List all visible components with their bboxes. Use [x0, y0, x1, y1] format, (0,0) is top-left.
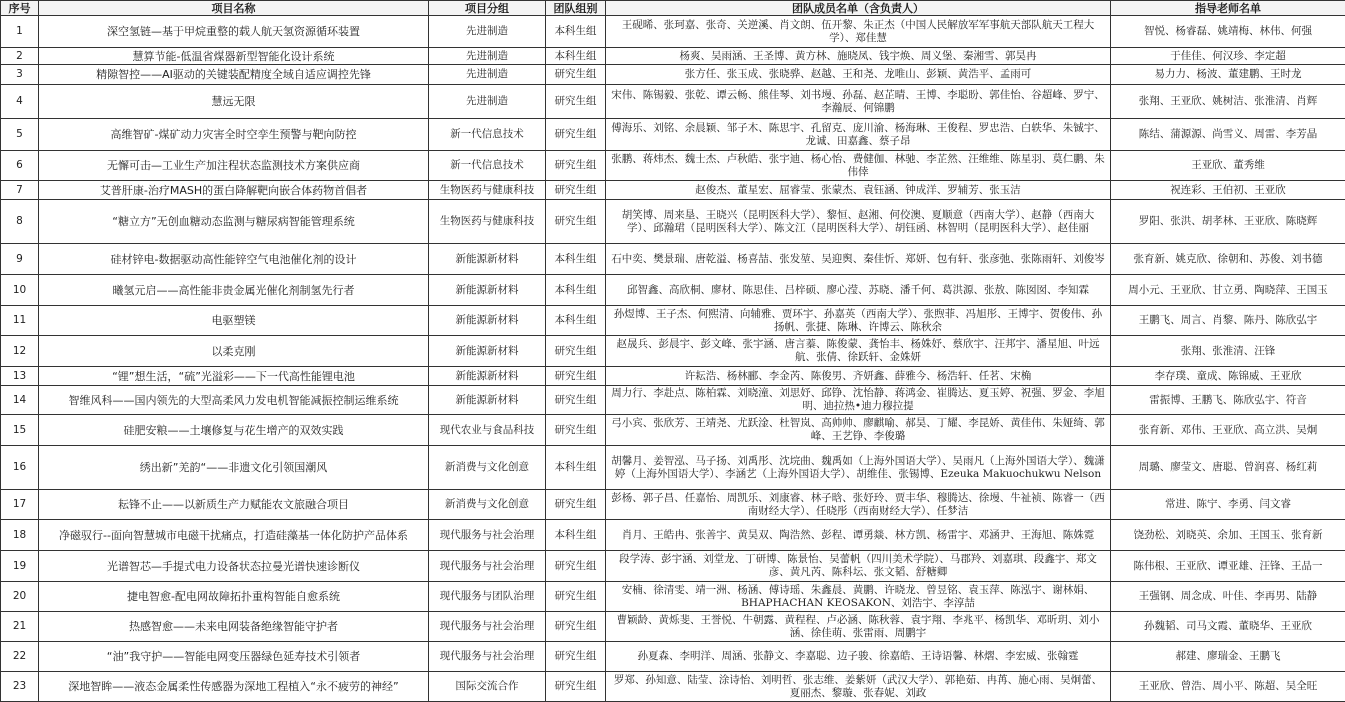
team-members: 段学涛、彭宇涵、刘堂龙、丁研博、陈景怡、吴蕾帆（四川美术学院）、马郡羚、刘嘉琪、段鑫宇、郑文彦、黄凡芮、陈科坛、张文韬、舒糖卿 [606, 551, 1111, 582]
team-members: 赵晟兵、彭晨宇、彭文峰、张宇涵、唐言蓁、陈俊蒙、龚怡丰、杨姝妤、蔡欣宇、汪邦宇、潘星旭、叶远航、张倩、徐跃轩、金姝妍 [606, 336, 1111, 367]
project-name: 艾普肝康-治疗MASH的蛋白降解靶向嵌合体药物首倡者 [39, 181, 429, 200]
header-team-category: 团队组别 [546, 1, 606, 16]
project-group: 先进制造 [429, 85, 546, 119]
table-row [1, 672, 1345, 702]
team-members: 孙煜博、王子杰、何熙清、向辅雅、贾环宇、孙嘉英（西南大学）、张煦菲、冯旭彤、王博宇、贺俊伟、孙扬帆、张捷、陈琳、许博云、陈秋余 [606, 306, 1111, 336]
row-number: 8 [1, 200, 39, 244]
team-category: 研究生组 [546, 181, 606, 200]
table-row [1, 85, 1345, 119]
team-category: 研究生组 [546, 386, 606, 415]
table-row [1, 16, 1345, 48]
team-members: 石中奕、樊景瑞、唐乾溢、杨喜喆、张发堃、吴迎舆、秦佳忻、郑妍、包有轩、张彦弛、张陈雨轩、刘俊岑 [606, 244, 1111, 275]
project-group: 现代服务与社会治理 [429, 612, 546, 642]
team-members: 傅海乐、刘铭、余晨颖、邹子木、陈思宇、孔留克、庞川渝、杨海琳、王俊程、罗忠浩、白轶华、朱铖宇、龙诚、田嘉鑫、蔡子昂 [606, 119, 1111, 151]
project-name: 深空氢链—基于甲烷重整的载人航天氢资源循环装置 [39, 16, 429, 48]
project-group: 新消费与文化创意 [429, 490, 546, 520]
team-members: 王砚晞、张珂嘉、张奇、关逆溪、肖文朗、伍开黎、朱正杰（中国人民解放军军事航天部队航天工程大学）、郑佳慧 [606, 16, 1111, 48]
project-group: 新能源新材料 [429, 275, 546, 306]
teachers: 陈结、蒲源源、尚雪义、周雷、李芳晶 [1111, 119, 1345, 151]
team-members: 张鹏、蒋炜杰、魏士杰、卢秋皓、张宇迪、杨心怡、费健伽、林驰、李芷然、汪维维、陈星羽、莫仁鹏、朱伟倖 [606, 151, 1111, 181]
team-category: 研究生组 [546, 367, 606, 386]
teachers: 王亚欣、董秀维 [1111, 151, 1345, 181]
row-number: 19 [1, 551, 39, 582]
header-teachers: 指导老师名单 [1111, 1, 1345, 16]
project-name: 电驱塑镁 [39, 306, 429, 336]
project-name: 曦氢元启——高性能非贵金属光催化剂制氢先行者 [39, 275, 429, 306]
project-group: 现代农业与食品科技 [429, 415, 546, 446]
teachers: 郝建、廖瑞金、王鹏飞 [1111, 642, 1345, 672]
project-group: 现代服务与社会治理 [429, 520, 546, 551]
teachers: 于佳佳、何汉珍、李定超 [1111, 48, 1345, 65]
project-name: 慧远无限 [39, 85, 429, 119]
project-group: 新一代信息技术 [429, 119, 546, 151]
row-number: 12 [1, 336, 39, 367]
project-name: 慧算节能-低温省煤器新型智能化设计系统 [39, 48, 429, 65]
project-group: 新能源新材料 [429, 367, 546, 386]
project-group: 现代服务与社会治理 [429, 642, 546, 672]
team-members: 罗郑、孙知意、陆莹、涂诗怡、刘明哲、张志维、姜紫妍（武汉大学）、郭艳茹、冉苒、施心雨、吴炯蕾、夏丽杰、黎璇、张春妮、刘政 [606, 672, 1111, 702]
row-number: 14 [1, 386, 39, 415]
row-number: 21 [1, 612, 39, 642]
team-members: 肖月、王皓冉、张善宇、黄昊双、陶浩然、彭程、谭勇燚、林方凯、杨雷宇、邓涵尹、王海旭、陈姝霓 [606, 520, 1111, 551]
teachers: 王亚欣、曾浩、周小平、陈超、吴全旺 [1111, 672, 1345, 702]
row-number: 1 [1, 16, 39, 48]
table-row [1, 446, 1345, 490]
teachers: 孙魏韬、司马文霞、董晓华、王亚欣 [1111, 612, 1345, 642]
project-name: 无懈可击—工业生产加注程状态监测技术方案供应商 [39, 151, 429, 181]
team-members: 周力行、李赴点、陈柏霖、刘晓潼、刘思妤、邱铮、沈怡静、蒋鸿金、崔腾达、夏玉婷、祝强、罗金、李旭明、迪拉热•迪力穆拉提 [606, 386, 1111, 415]
teachers: 罗阳、张洪、胡孝林、王亚欣、陈晓辉 [1111, 200, 1345, 244]
team-category: 研究生组 [546, 490, 606, 520]
team-category: 研究生组 [546, 642, 606, 672]
project-group: 先进制造 [429, 48, 546, 65]
teachers: 张翔、张淮清、汪锋 [1111, 336, 1345, 367]
project-name: 净磁驭行--面向智慧城市电磁干扰痛点，打造硅藻基一体化防护产品体系 [39, 520, 429, 551]
team-members: 赵俊杰、董星宏、屈睿莹、张蒙杰、袁钰涵、钟成洋、罗辅芳、张玉洁 [606, 181, 1111, 200]
table-row [1, 386, 1345, 415]
teachers: 周璐、廖莹文、唐聪、曾润喜、杨红莉 [1111, 446, 1345, 490]
project-name: “油”我守护——智能电网变压器绿色延寿技术引领者 [39, 642, 429, 672]
row-number: 4 [1, 85, 39, 119]
project-group: 新一代信息技术 [429, 151, 546, 181]
row-number: 16 [1, 446, 39, 490]
row-number: 13 [1, 367, 39, 386]
project-name: 深地智眸——液态金属柔性传感器为深地工程植入“永不疲劳的神经” [39, 672, 429, 702]
table-row [1, 151, 1345, 181]
project-name: “锂”想生活，“硫”光溢彩——下一代高性能锂电池 [39, 367, 429, 386]
header-no: 序号 [1, 1, 39, 16]
team-members: 弓小宾、张欣芳、王靖尧、尤跃淦、杜智岚、高帅帅、廖麒喻、郝昊、丁耀、李昆娇、黄佳伟、朱娅绮、郭峰、王艺铮、李俊璐 [606, 415, 1111, 446]
row-number: 6 [1, 151, 39, 181]
table-row [1, 612, 1345, 642]
team-members: 邱智鑫、高欣桐、廖材、陈思佳、吕梓硕、廖心滢、苏晓、潘千何、葛洪源、张敖、陈囡囡、李知霖 [606, 275, 1111, 306]
team-members: 彭杨、郭子昌、任嘉怡、周凯乐、刘康睿、林子晗、张妤玲、贾丰华、穆腾达、徐墁、牛祉祯、陈睿一（西南财经大学）、任晓彤（西南财经大学）、任梦洁 [606, 490, 1111, 520]
project-group: 现代服务与团队治理 [429, 582, 546, 612]
team-category: 研究生组 [546, 151, 606, 181]
project-group: 生物医药与健康科技 [429, 181, 546, 200]
teachers: 雷振博、王鹏飞、陈欣弘宇、符音 [1111, 386, 1345, 415]
table-row [1, 520, 1345, 551]
row-number: 18 [1, 520, 39, 551]
table-row [1, 181, 1345, 200]
project-group: 国际交流合作 [429, 672, 546, 702]
project-name: “糖立方”无创血糖动态监测与糖尿病智能管理系统 [39, 200, 429, 244]
table-row [1, 48, 1345, 65]
teachers: 常进、陈宁、李勇、闫文睿 [1111, 490, 1345, 520]
row-number: 5 [1, 119, 39, 151]
row-number: 10 [1, 275, 39, 306]
team-members: 张方任、张玉成、张晓骅、赵越、王和尧、龙唯山、彭颖、黄浩平、孟雨可 [606, 65, 1111, 85]
project-name: 精隙智控——AI驱动的关键装配精度全域自适应调控先锋 [39, 65, 429, 85]
team-category: 研究生组 [546, 672, 606, 702]
project-name: 硅材锌电-数据驱动高性能锌空气电池催化剂的设计 [39, 244, 429, 275]
project-group: 先进制造 [429, 65, 546, 85]
table-row [1, 200, 1345, 244]
project-group: 新能源新材料 [429, 306, 546, 336]
team-members: 孙夏森、李明洋、周涵、张静文、李嘉聪、边子骏、徐嘉皓、王诗语馨、林熠、李宏威、张翰霆 [606, 642, 1111, 672]
table-row [1, 582, 1345, 612]
team-members: 曹颖龄、黄烁斐、王誉悦、牛朝露、黄程程、卢必涵、陈秋蓉、袁宇翔、李兆平、杨凯华、邓昕玥、刘小涵、徐佳萌、张雷雨、周鹏宇 [606, 612, 1111, 642]
row-number: 20 [1, 582, 39, 612]
table-row [1, 275, 1345, 306]
team-category: 本科生组 [546, 446, 606, 490]
project-group: 先进制造 [429, 16, 546, 48]
team-category: 本科生组 [546, 520, 606, 551]
team-category: 本科生组 [546, 244, 606, 275]
row-number: 2 [1, 48, 39, 65]
team-category: 研究生组 [546, 119, 606, 151]
table-row [1, 551, 1345, 582]
header-project-name: 项目名称 [39, 1, 429, 16]
teachers: 智悦、杨睿磊、姚靖梅、林伟、何强 [1111, 16, 1345, 48]
table-row [1, 65, 1345, 85]
row-number: 7 [1, 181, 39, 200]
project-group: 新能源新材料 [429, 336, 546, 367]
table-row [1, 642, 1345, 672]
project-group: 现代服务与社会治理 [429, 551, 546, 582]
team-category: 研究生组 [546, 85, 606, 119]
teachers: 周小元、王亚欣、甘立勇、陶晓萍、王国玉 [1111, 275, 1345, 306]
row-number: 15 [1, 415, 39, 446]
table-row [1, 415, 1345, 446]
row-number: 3 [1, 65, 39, 85]
row-number: 17 [1, 490, 39, 520]
team-members: 杨爽、吴雨涵、王圣博、黄方林、施晓凤、钱宇焕、周义堡、秦湘雪、郭昊冉 [606, 48, 1111, 65]
project-group: 新能源新材料 [429, 244, 546, 275]
header-row [1, 1, 1345, 16]
table-row [1, 336, 1345, 367]
team-category: 本科生组 [546, 306, 606, 336]
row-number: 11 [1, 306, 39, 336]
project-name: 硅肥安粮——土壤修复与花生增产的双效实践 [39, 415, 429, 446]
teachers: 李存璞、童成、陈锦威、王亚欣 [1111, 367, 1345, 386]
team-category: 本科生组 [546, 48, 606, 65]
table-row [1, 367, 1345, 386]
team-category: 研究生组 [546, 200, 606, 244]
table-row [1, 306, 1345, 336]
team-members: 安楠、徐清雯、靖一洲、杨涵、傅诗瑶、朱鑫晨、黄鹏、许晓龙、曾昱铭、袁玉萍、陈泓宇、谢林娟、BHAPHACHAN KEOSAKON、刘浩宇、李淳喆 [606, 582, 1111, 612]
teachers: 易力力、杨波、董建鹏、王时龙 [1111, 65, 1345, 85]
teachers: 饶劲松、刘晓英、余加、王国玉、张育新 [1111, 520, 1345, 551]
team-category: 研究生组 [546, 582, 606, 612]
project-name: 绣出新”羌韵“——非遗文化引领国潮风 [39, 446, 429, 490]
teachers: 陈伟根、王亚欣、谭亚雄、汪锋、王品一 [1111, 551, 1345, 582]
row-number: 22 [1, 642, 39, 672]
team-members: 宋伟、陈锡毅、张乾、谭云畅、熊佳琴、刘书墁、孙磊、赵芷晴、王博、李聪盼、郭佳怡、谷超峰、罗宁、李瀚辰、何锦鹏 [606, 85, 1111, 119]
team-members: 许耘浩、杨林郦、李金芮、陈俊男、齐妍鑫、薛雅今、杨浩轩、任茗、宋桷 [606, 367, 1111, 386]
project-name: 热感智愈——未来电网装备绝缘智能守护者 [39, 612, 429, 642]
team-category: 本科生组 [546, 275, 606, 306]
teachers: 张翔、王亚欣、姚树洁、张淮清、肖辉 [1111, 85, 1345, 119]
team-category: 研究生组 [546, 551, 606, 582]
row-number: 9 [1, 244, 39, 275]
project-name: 智维风科——国内领先的大型高柔风力发电机智能减振控制运维系统 [39, 386, 429, 415]
team-members: 胡馨月、姜智泓、马子扬、刘禹彤、沈垸曲、魏禹如（上海外国语大学）、吴雨凡（上海外国语大学）、魏潇婷（上海外国语大学）、李涵艺（上海外国语大学）、胡维佳、张锡博、Ezeuka Makuochukwu Nelson [606, 446, 1111, 490]
team-category: 研究生组 [546, 336, 606, 367]
teachers: 祝连彩、王伯初、王亚欣 [1111, 181, 1345, 200]
project-name: 高维智矿-煤矿动力灾害全时空孪生预警与靶向防控 [39, 119, 429, 151]
team-category: 研究生组 [546, 415, 606, 446]
project-group: 生物医药与健康科技 [429, 200, 546, 244]
project-group: 新能源新材料 [429, 386, 546, 415]
team-category: 研究生组 [546, 612, 606, 642]
header-project-group: 项目分组 [429, 1, 546, 16]
table-row [1, 490, 1345, 520]
project-name: 耘锋不止——以新质生产力赋能农文旅融合项目 [39, 490, 429, 520]
header-team-members: 团队成员名单（含负责人） [606, 1, 1111, 16]
team-members: 胡笑博、周来垦、王晓兴（昆明医科大学）、黎恒、赵湘、何佼澳、夏顺意（西南大学）、赵静（西南大学）、邱瀚珺（昆明医科大学）、陈文江（昆明医科大学）、胡钰函、林智明（昆明医科大学）、赵佳丽 [606, 200, 1111, 244]
teachers: 张育新、姚克欣、徐朝和、苏俊、刘书德 [1111, 244, 1345, 275]
project-name: 以柔克刚 [39, 336, 429, 367]
teachers: 张育新、邓伟、王亚欣、高立洪、吴炯 [1111, 415, 1345, 446]
table-row [1, 119, 1345, 151]
row-number: 23 [1, 672, 39, 702]
team-category: 研究生组 [546, 65, 606, 85]
project-name: 捷电智愈-配电网故障拓扑重构智能自愈系统 [39, 582, 429, 612]
teachers: 王鹏飞、周言、肖黎、陈丹、陈欣弘宇 [1111, 306, 1345, 336]
table-row [1, 244, 1345, 275]
team-category: 本科生组 [546, 16, 606, 48]
teachers: 王强钢、周念成、叶佳、李再男、陆静 [1111, 582, 1345, 612]
project-name: 光谱智芯—手提式电力设备状态拉曼光谱快速诊断仪 [39, 551, 429, 582]
project-group: 新消费与文化创意 [429, 446, 546, 490]
